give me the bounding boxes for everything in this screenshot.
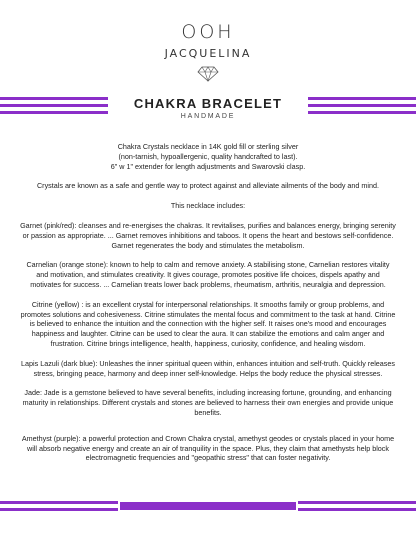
intro-line-3: 6" w 1" extender for length adjustments and Swarovski clasp. — [110, 161, 306, 171]
purpose-paragraph: Crystals are known as a safe and gentle way to protect against and alleviate ailments of the body and mind. — [36, 181, 379, 191]
intro-line-2: (non-tarnish, hypoallergenic, quality handcrafted to last). — [118, 151, 298, 161]
intro-line-1: Chakra Crystals necklace in 14K gold fill or sterling silver — [117, 142, 299, 151]
amethyst-paragraph: Amethyst (purple): a powerful protection and Crown Chakra crystal, amethyst geodes or crystals placed in your home will absorb negative energy and create an air of tranquility in the space. Plus, they claim that amethysts help block electromagnetic frequencies and "geopathic stress" that can foster negativity. — [21, 433, 395, 463]
diamond-icon — [197, 66, 219, 82]
brand-name: JACQUELINA — [164, 47, 252, 60]
brand-logo — [0, 4, 416, 82]
carnelian-paragraph: Carnelian (orange stone): known to help to calm and remove anxiety. A stabilising stone, Carnelian restores vitality and motivation, and stimulates creativity. It gives courage, promotes positive life choices, dispels apathy and motivates for success. ... Carnelian treats lower back problems, rheumatism, arthritis, neuralgia and depression. — [26, 260, 390, 289]
jade-paragraph: Jade: Jade is a gemstone believed to have several benefits, including increasing fortune, grounding, and enhancing maturity in relationships. Different crystals and stones are believed to harness their own energies and provide unique benefits. — [22, 388, 394, 417]
description-body — [20, 142, 396, 473]
citrine-paragraph: Citrine (yellow) : is an excellent crystal for interpersonal relationships. It smooths family or group problems, and promotes solutions and cohesiveness. Citrine stimulates the mental focus and commitment to the task at hand. Citrine is believed to enhance the intuition and the connection with the higher self. It raises one's mood and encourages happiness and laughter. Citrine can be used to clear the aura. It can stabilize the emotions and calm anger and frustration. Citrine brings intelligence, health, happiness, curiosity, confidence, and healing wisdom. — [20, 299, 396, 348]
footer-bar — [120, 502, 296, 510]
page-title: CHAKRA BRACELET — [133, 96, 283, 111]
page-subtitle: HANDMADE — [180, 113, 236, 120]
brand-mark: OOH — [181, 21, 235, 43]
includes-heading: This necklace includes: — [170, 201, 246, 211]
garnet-paragraph: Garnet (pink/red): cleanses and re-energises the chakras. It revitalises, purifies and balances energy, bringing serenity or passion as appropriate. ... Garnet removes inhibitions and taboos. It opens the heart and bestows self-confidence. Garnet regenerates the body and stimulates the metabolism. — [20, 220, 396, 250]
intro-block — [20, 142, 396, 171]
lapis-paragraph: Lapis Lazuli (dark blue): Unleashes the inner spiritual queen within, enhances intuition and self-truth. Quickly releases stress, bringing peace, harmony and deep inner self-knowledge. Helps the body reduce the physical stresses. — [21, 358, 395, 378]
